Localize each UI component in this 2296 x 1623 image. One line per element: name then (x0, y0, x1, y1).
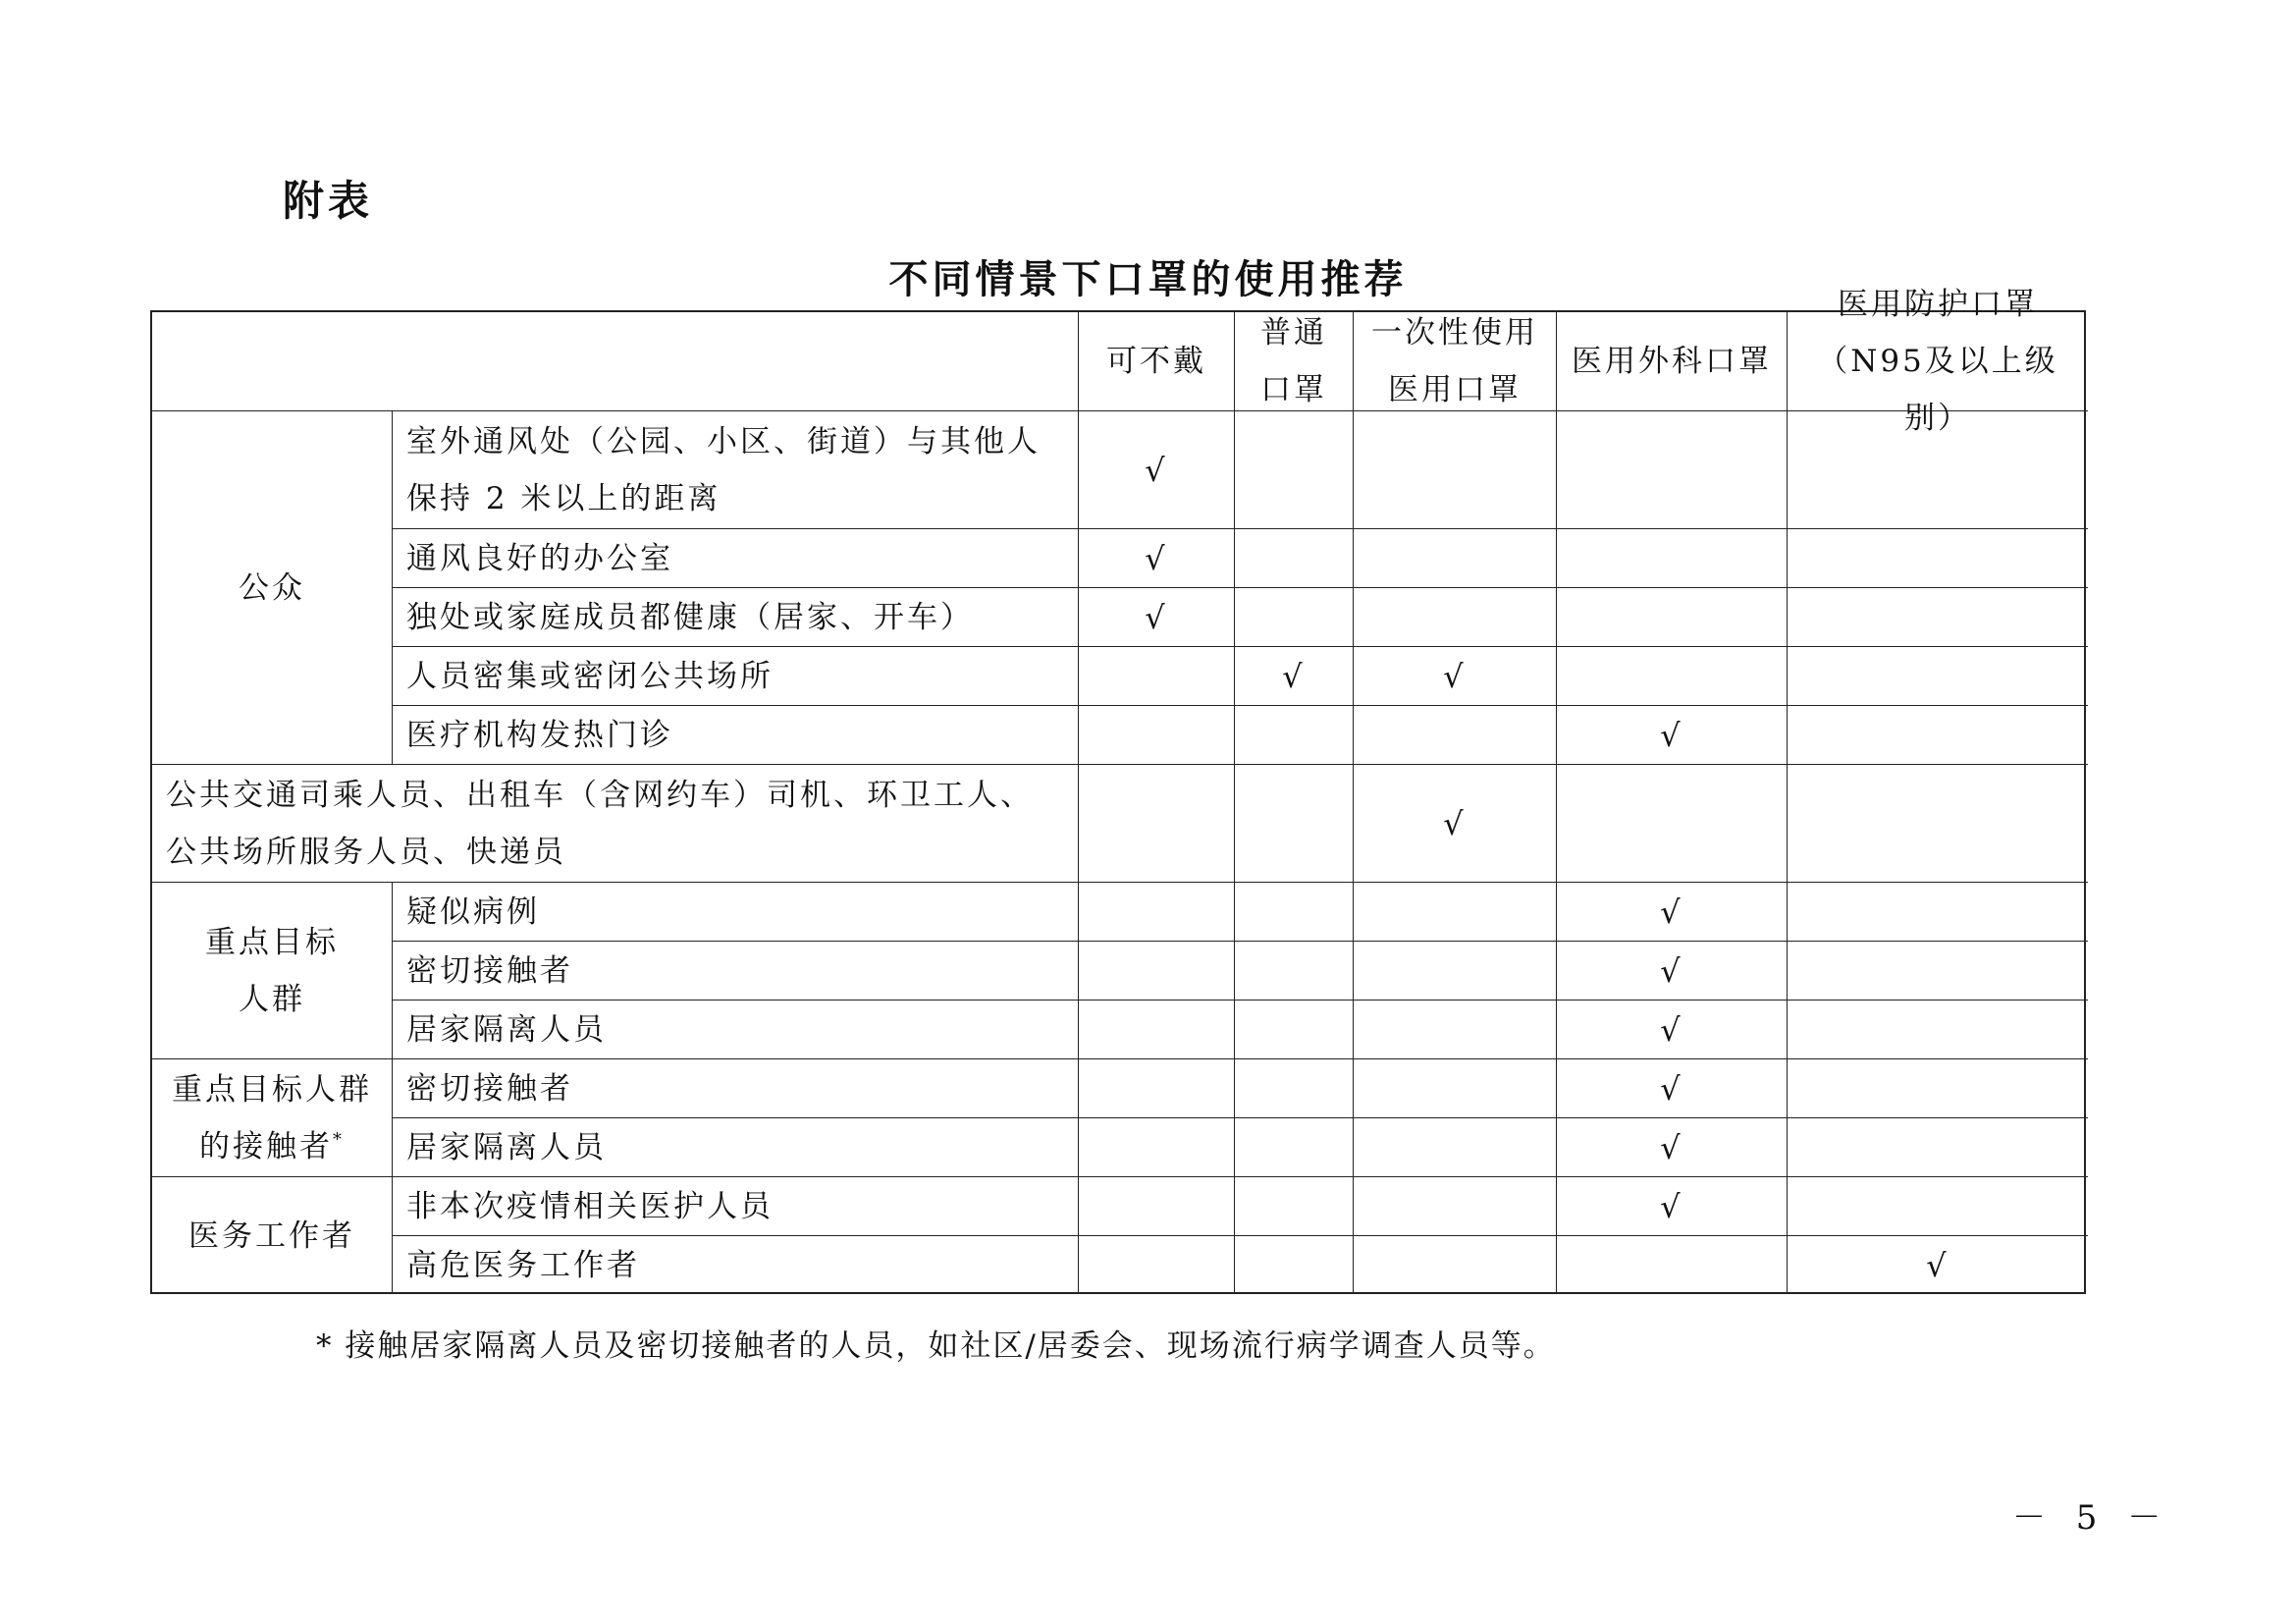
mark-cell (1354, 706, 1557, 765)
mark-cell (1235, 706, 1354, 765)
mark-cell (1354, 1059, 1557, 1118)
column-header-no-mask: 可不戴 (1079, 312, 1235, 411)
mark-cell (1079, 1177, 1235, 1236)
row-label: 居家隔离人员 (393, 1001, 1079, 1059)
mark-cell (1235, 883, 1354, 942)
mark-cell (1788, 1118, 2088, 1177)
column-header-n95-mask: 医用防护口罩（N95及以上级别） (1788, 312, 2088, 411)
mark-cell (1235, 1177, 1354, 1236)
mark-cell: √ (1235, 647, 1354, 706)
mark-cell: √ (1557, 1059, 1788, 1118)
mark-cell: √ (1557, 706, 1788, 765)
mark-cell (1079, 765, 1235, 883)
mark-cell: √ (1557, 1118, 1788, 1177)
row-label: 高危医务工作者 (393, 1236, 1079, 1294)
table-title: 不同情景下口罩的使用推荐 (888, 256, 1408, 302)
mark-cell: √ (1557, 1001, 1788, 1059)
mark-cell (1788, 1001, 2088, 1059)
mark-cell (1788, 706, 2088, 765)
mark-cell (1354, 942, 1557, 1001)
mark-cell: √ (1557, 942, 1788, 1001)
mark-cell: √ (1079, 529, 1235, 588)
row-label: 非本次疫情相关医护人员 (393, 1177, 1079, 1236)
page-number: － 5 － (2012, 1498, 2171, 1538)
mark-cell (1557, 529, 1788, 588)
column-header-ordinary-mask: 普通口罩 (1235, 312, 1354, 411)
row-label: 独处或家庭成员都健康（居家、开车） (393, 588, 1079, 647)
mark-cell (1557, 588, 1788, 647)
mark-cell (1235, 1001, 1354, 1059)
row-label: 通风良好的办公室 (393, 529, 1079, 588)
group-transport-workers: 公共交通司乘人员、出租车（含网约车）司机、环卫工人、公共场所服务人员、快递员 (152, 765, 1079, 883)
mark-cell (1354, 883, 1557, 942)
mark-cell (1557, 411, 1788, 529)
mark-cell (1235, 529, 1354, 588)
mark-cell (1557, 765, 1788, 883)
mark-cell (1079, 706, 1235, 765)
row-label: 疑似病例 (393, 883, 1079, 942)
mark-cell (1235, 411, 1354, 529)
mark-cell (1354, 411, 1557, 529)
mark-cell (1354, 588, 1557, 647)
mark-cell (1354, 1177, 1557, 1236)
group-key-contacts-label: 重点目标人群的接触者 (172, 1071, 372, 1164)
row-label: 医疗机构发热门诊 (393, 706, 1079, 765)
row-label: 人员密集或密闭公共场所 (393, 647, 1079, 706)
mark-cell (1354, 1236, 1557, 1294)
row-label: 室外通风处（公园、小区、街道）与其他人保持 2 米以上的距离 (393, 411, 1079, 529)
mark-cell (1788, 883, 2088, 942)
mark-cell (1354, 1118, 1557, 1177)
mark-cell (1235, 1118, 1354, 1177)
mark-cell (1079, 1059, 1235, 1118)
mark-cell (1079, 1236, 1235, 1294)
mark-cell (1788, 1059, 2088, 1118)
row-label: 密切接触者 (393, 1059, 1079, 1118)
mark-cell: √ (1926, 1246, 1949, 1284)
mark-cell: √ (1557, 883, 1788, 942)
mark-cell (1079, 1001, 1235, 1059)
mark-cell (1079, 883, 1235, 942)
mark-cell (1788, 1177, 2088, 1236)
appendix-heading: 附表 (283, 177, 374, 225)
mark-cell (1235, 588, 1354, 647)
mark-cell (1079, 942, 1235, 1001)
mark-cell (1354, 1001, 1557, 1059)
column-header-surgical-mask: 医用外科口罩 (1557, 312, 1788, 411)
group-medical-workers: 医务工作者 (152, 1177, 393, 1294)
mark-cell (1788, 411, 2088, 529)
mark-cell (1235, 1236, 1354, 1294)
footnote: * 接触居家隔离人员及密切接触者的人员，如社区/居委会、现场流行病学调查人员等。 (316, 1328, 1556, 1364)
mark-cell: √ (1354, 765, 1557, 883)
footnote-marker: * (333, 1129, 345, 1151)
mark-cell (1557, 647, 1788, 706)
mark-cell: √ (1079, 588, 1235, 647)
mark-cell (1557, 1236, 1788, 1294)
mark-cell: √ (1557, 1177, 1788, 1236)
mark-cell (1354, 529, 1557, 588)
mark-cell (1235, 942, 1354, 1001)
mark-cell (1788, 529, 2088, 588)
mark-cell (1788, 942, 2088, 1001)
group-key-contacts (152, 1059, 393, 1177)
row-label: 居家隔离人员 (393, 1118, 1079, 1177)
mark-cell (1079, 647, 1235, 706)
mark-cell (1079, 1118, 1235, 1177)
row-label: 密切接触者 (393, 942, 1079, 1001)
mark-cell (1788, 765, 2088, 883)
group-public: 公众 (152, 411, 393, 765)
mark-cell: √ (1354, 647, 1557, 706)
mark-cell: √ (1079, 411, 1235, 529)
group-key-target: 重点目标人群 (152, 883, 393, 1059)
mark-cell (1235, 765, 1354, 883)
column-header-disposable-medical-mask: 一次性使用医用口罩 (1354, 312, 1557, 411)
mark-cell (1788, 588, 2088, 647)
mask-recommendation-table (150, 287, 2086, 1294)
header-blank-cell (152, 312, 1079, 411)
mark-cell (1235, 1059, 1354, 1118)
mark-cell (1788, 647, 2088, 706)
